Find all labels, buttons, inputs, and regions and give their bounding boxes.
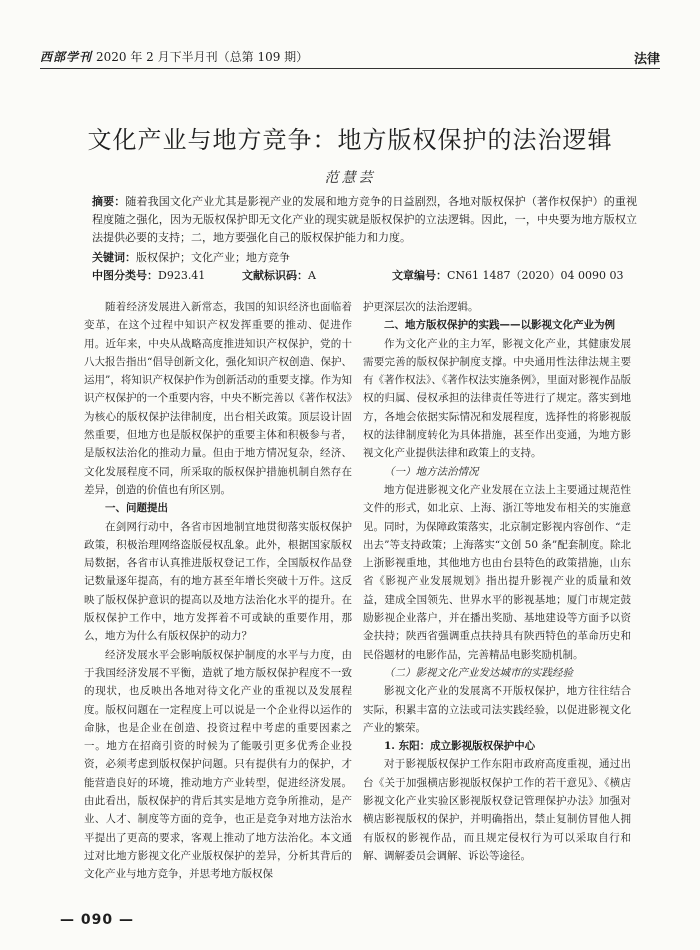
- keywords-text: 版权保护；文化产业；地方竞争: [136, 251, 290, 264]
- clc-label: 中图分类号：: [92, 269, 158, 282]
- issue-info: 2020 年 2 月下半月刊（总第 109 期）: [96, 50, 309, 64]
- article-meta: [92, 267, 637, 285]
- subsection-heading: （一）地方法治情况: [384, 465, 479, 478]
- paragraph: 作为文化产业的主力军，影视文化产业，其健康发展需要完善的版权保护制度支撑。中央通用性法律法规主要有《著作权法》、《著作权法实施条例》，里面对影视作品版权的归属、侵权承担的法律责任等进行了规定。落实到地方，各地会依据实际情况和发展程度，选择性的将影视版权的法律制度转化为具体措施，甚至作出变通，为地方影视文化产业提供法律和政策上的支持。: [363, 337, 631, 460]
- article-author: 范慧芸: [324, 170, 376, 186]
- article-number: [392, 267, 624, 285]
- keywords-label: 关键词：: [92, 251, 136, 264]
- abstract: [92, 193, 637, 247]
- subsection-heading: （二）影视文化产业发达城市的实践经验: [384, 666, 573, 679]
- journal-issue-info: [40, 48, 308, 65]
- paragraph: 护更深层次的法治逻辑。: [363, 301, 479, 313]
- section-heading: 二、地方版权保护的实践——以影视文化产业为例: [384, 319, 615, 332]
- article-title: 文化产业与地方竞争：地方版权保护的法治逻辑: [87, 126, 613, 154]
- abstract-label: 摘要：: [92, 195, 126, 208]
- article-number-label: 文章编号：: [392, 269, 447, 282]
- paragraph: 对于影视版权保护工作东阳市政府高度重视，通过出台《关于加强横店影视版权保护工作的若干意见》、《横店影视文化产业实验区影视版权登记管理保护办法》加强对横店影视版权的保护，并明确指出，禁止复制仿冒他人拥有版权的影视作品，而且规定侵权行为可以采取自行和解、调解委员会调解、诉讼等途径。: [363, 758, 631, 862]
- clc-number: [92, 267, 205, 285]
- right-column: [363, 298, 631, 865]
- keywords: [92, 249, 637, 267]
- clc-value: D923.41: [158, 269, 206, 282]
- paragraph: 在剑网行动中，各省市因地制宜地贯彻落实版权保护政策，积极治理网络盗版侵权乱象。此外，根据国家版权局数据，各省市认真推进版权登记工作，全国版权作品登记数量逐年提高，有的地方甚至年增长突破十万件。这反映了版权保护意识的提高以及地方法治化水平的提升。在版权保护工作中，地方发挥着不可或缺的重要作用，那么，地方为什么有版权保护的动力？: [84, 520, 352, 643]
- running-header: [40, 46, 660, 69]
- page-number: — 090 —: [60, 912, 134, 928]
- subsection-heading: 1. 东阳：成立影视版权保护中心: [384, 740, 536, 753]
- article-number-value: CN61 1487（2020）04 0090 03: [447, 269, 624, 282]
- paragraph: 影视文化产业的发展离不开版权保护，地方往往结合实际，积累丰富的立法或司法实践经验，以促进影视文化产业的繁荣。: [363, 685, 631, 734]
- paragraph: 地方促进影视文化产业发展在立法上主要通过规范性文件的形式，如北京、上海、浙江等地发布相关的实施意见。同时，为保障政策落实，北京制定影视内容创作、“走出去”等支持政策；上海落实“文创 50 条”配套制度。除北上浙影视重地，其他地方也由台县特色的政策措施，山东省《影视产业发展规划》指出提升影视产业的质量和效益，建成全国领先、世界水平的影视基地；厦门市规定鼓励影视企业落户，并在播出奖励、基地建设等方面予以资金扶持；陕西省强调重点扶持具有陕西特色的革命历史和民俗题材的电影作品，完善精品电影奖励机制。: [363, 483, 631, 661]
- doc-code-label: 文献标识码：: [242, 269, 308, 282]
- paragraph: 经济发展水平会影响版权保护制度的水平与力度，由于我国经济发展不平衡，造就了地方版权保护程度不一致的现状，也反映出各地对待文化产业的重视以及发展程度。版权问题在一定程度上可以说是一个企业得以运作的命脉，也是企业在创造、投资过程中考虑的重要因素之一。地方在招商引资的时候为了能吸引更多优秀企业投资，必须考虑到版权保护问题。只有提供有力的保护，才能营造良好的环境，推动地方产业转型，促进经济发展。由此看出，版权保护的背后其实是地方竞争所推动，是产业、人才、制度等方面的竞争，也正是竞争对地方法治水平提出了更高的要求，客观上推动了地方法治化。本文通过对比地方影视文化产业版权保护的差异，分析其背后的文化产业与地方竞争，并思考地方版权保: [84, 648, 352, 881]
- section-label: 法律: [633, 52, 660, 67]
- section-heading: 一、问题提出: [105, 502, 168, 515]
- doc-code-value: A: [308, 269, 316, 282]
- doc-code: [242, 267, 316, 285]
- journal-logo: 西部学刊: [40, 50, 93, 64]
- paragraph: 随着经济发展进入新常态，我国的知识经济也面临着变革，在这个过程中知识产权发挥重要的推动、促进作用。近年来，中央从战略高度推进知识产权保护，党的十八大报告指出“倡导创新文化，强化知识产权创造、保护、运用”，将知识产权保护作为创新活动的重要支撑。作为知识产权保护的一个重要内容，中央不断完善以《著作权法》为核心的版权保护法律制度，出台相关政策。顶层设计固然重要，但地方也是版权保护的重要主体和积极参与者，是版权法治化的推动力量。但由于地方情况复杂，经济、文化发展程度不同，所采取的版权保护措施机制自然存在差异，创造的价值也有所区别。: [84, 301, 352, 496]
- abstract-text: 随着我国文化产业尤其是影视产业的发展和地方竞争的日益剧烈，各地对版权保护（著作权保护）的重视程度随之强化，因为无版权保护即无文化产业的现实就是版权保护的立法逻辑。因此，一，中央要为地方版权立法提供必要的支持；二，地方要强化自己的版权保护能力和力度。: [92, 195, 637, 244]
- left-column: [84, 298, 352, 884]
